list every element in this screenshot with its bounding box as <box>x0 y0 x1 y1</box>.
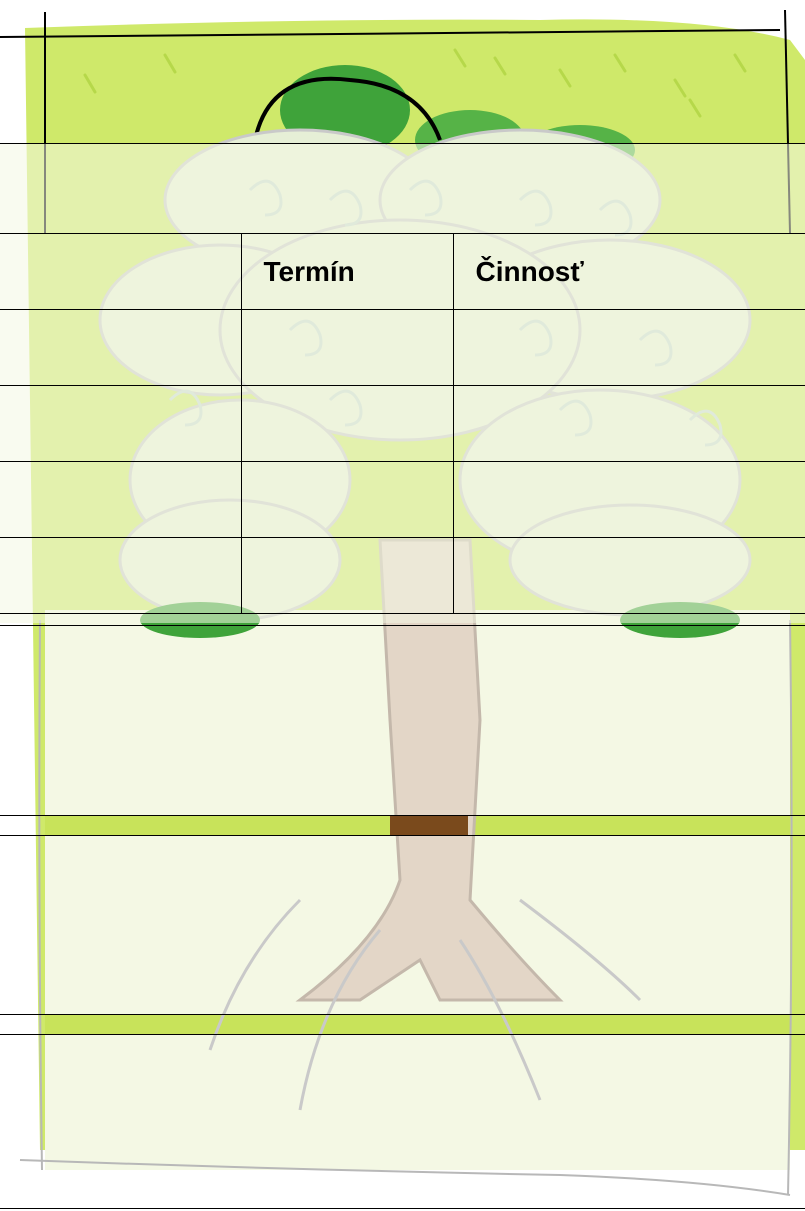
trunk-dark-strip <box>390 815 468 835</box>
table-cell[interactable] <box>453 310 805 386</box>
table-row <box>0 386 805 462</box>
table-row <box>0 538 805 614</box>
table-header-row <box>0 234 805 310</box>
table-cell[interactable] <box>0 386 241 462</box>
rule-line-mid-1 <box>0 625 805 626</box>
table-cell[interactable] <box>241 310 453 386</box>
table-cell[interactable] <box>0 538 241 614</box>
rule-line-bottom <box>0 1208 805 1209</box>
rule-line-mid-5 <box>0 1034 805 1035</box>
table-cell[interactable] <box>241 538 453 614</box>
rule-line-top <box>0 143 805 144</box>
table-cell[interactable] <box>0 462 241 538</box>
lime-band-2 <box>45 1014 790 1034</box>
rule-line-mid-3 <box>0 835 805 836</box>
table-row <box>0 310 805 386</box>
rule-line-mid-2 <box>0 815 805 816</box>
header-cell-empty <box>0 234 241 310</box>
table-row <box>0 462 805 538</box>
table-cell[interactable] <box>0 310 241 386</box>
schedule-table <box>0 233 805 614</box>
header-cell-cinnost: Činnosť <box>453 234 805 310</box>
table-cell[interactable] <box>453 462 805 538</box>
table-cell[interactable] <box>453 386 805 462</box>
header-cell-termin: Termín <box>241 234 453 310</box>
table-cell[interactable] <box>453 538 805 614</box>
rule-line-mid-4 <box>0 1014 805 1015</box>
table-cell[interactable] <box>241 386 453 462</box>
table-cell[interactable] <box>241 462 453 538</box>
